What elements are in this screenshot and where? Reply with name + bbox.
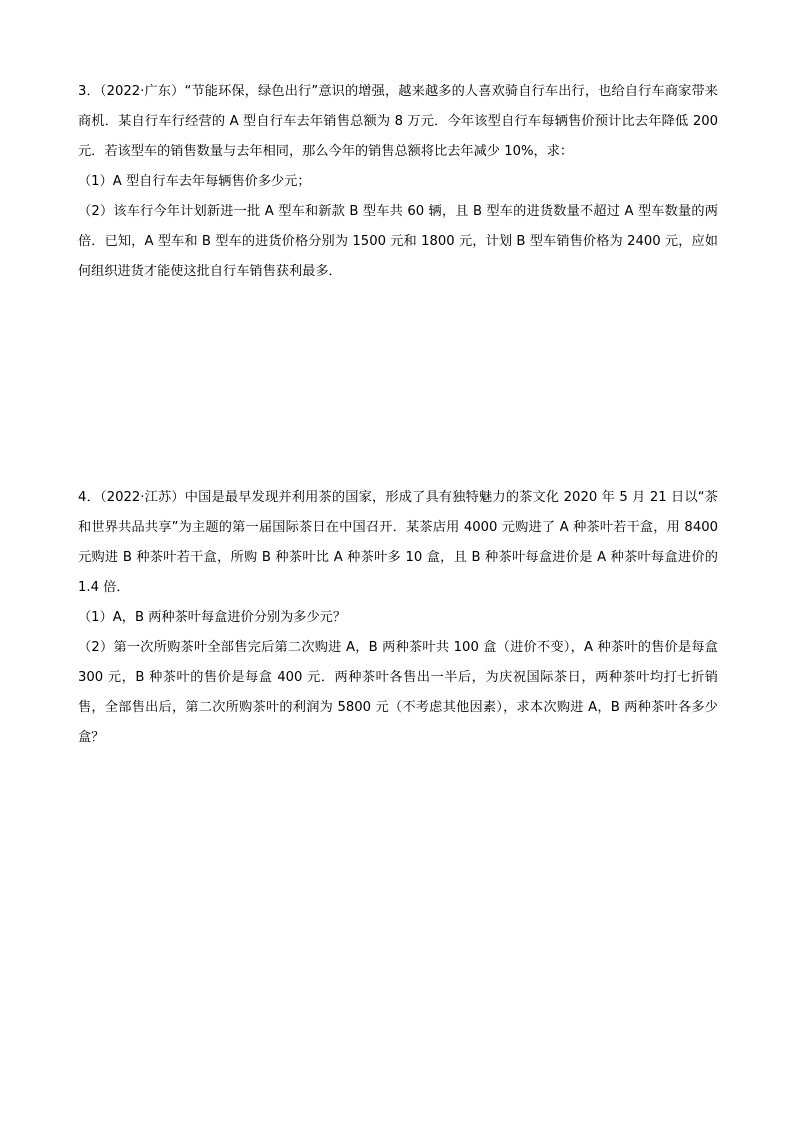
problem-4-stem: 4．（2022·江苏）中国是最早发现并利用茶的国家，形成了具有独特魅力的茶文化 2020 年 5 月 21 日以“茶和世界共品共享”为主题的第一届国际茶日在中国召开．某茶店用 4000 元购进了 A 种茶叶若干盒，用 8400 元购进 B 种茶叶若干盒，所购 B 种茶叶比 A 种茶叶多 10 盒，且 B 种茶叶每盒进价是 A 种茶叶每盒进价的 1.4 倍． (78, 490, 718, 595)
problem-3-part-1: （1）A 型自行车去年每辆售价多少元； (78, 174, 311, 189)
problem-3-part-2: （2）该车行今年计划新进一批 A 型车和新款 B 型车共 60 辆，且 B 型车的进货数量不超过 A 型车数量的两倍．已知，A 型车和 B 型车的进货价格分别为 1500 元和 1800 元，计划 B 型车销售价格为 2400 元，应如何组织进货才能使这批自行车销售获利最多． (78, 204, 718, 279)
problem-4-part-1: （1）A，B 两种茶叶每盒进价分别为多少元？ (78, 610, 347, 625)
problem-3-stem: 3．（2022·广东）“节能环保，绿色出行”意识的增强，越来越多的人喜欢骑自行车出行，也给自行车商家带来商机．某自行车行经营的 A 型自行车去年销售总额为 8 万元．今年该型自行车每辆售价预计比去年降低 200 元．若该型车的销售数量与去年相同，那么今年的销售总额将比去年减少 10%，求： (78, 84, 718, 159)
problem-3 (78, 77, 718, 287)
problem-4-part-2: （2）第一次所购茶叶全部售完后第二次购进 A，B 两种茶叶共 100 盒（进价不变），A 种茶叶的售价是每盒 300 元，B 种茶叶的售价是每盒 400 元．两种茶叶各售出一半后，为庆祝国际茶日，两种茶叶均打七折销售，全部售出后，第二次所购茶叶的利润为 5800 元（不考虑其他因素），求本次购进 A，B 两种茶叶各多少盒？ (78, 640, 718, 745)
problem-4 (78, 483, 718, 753)
